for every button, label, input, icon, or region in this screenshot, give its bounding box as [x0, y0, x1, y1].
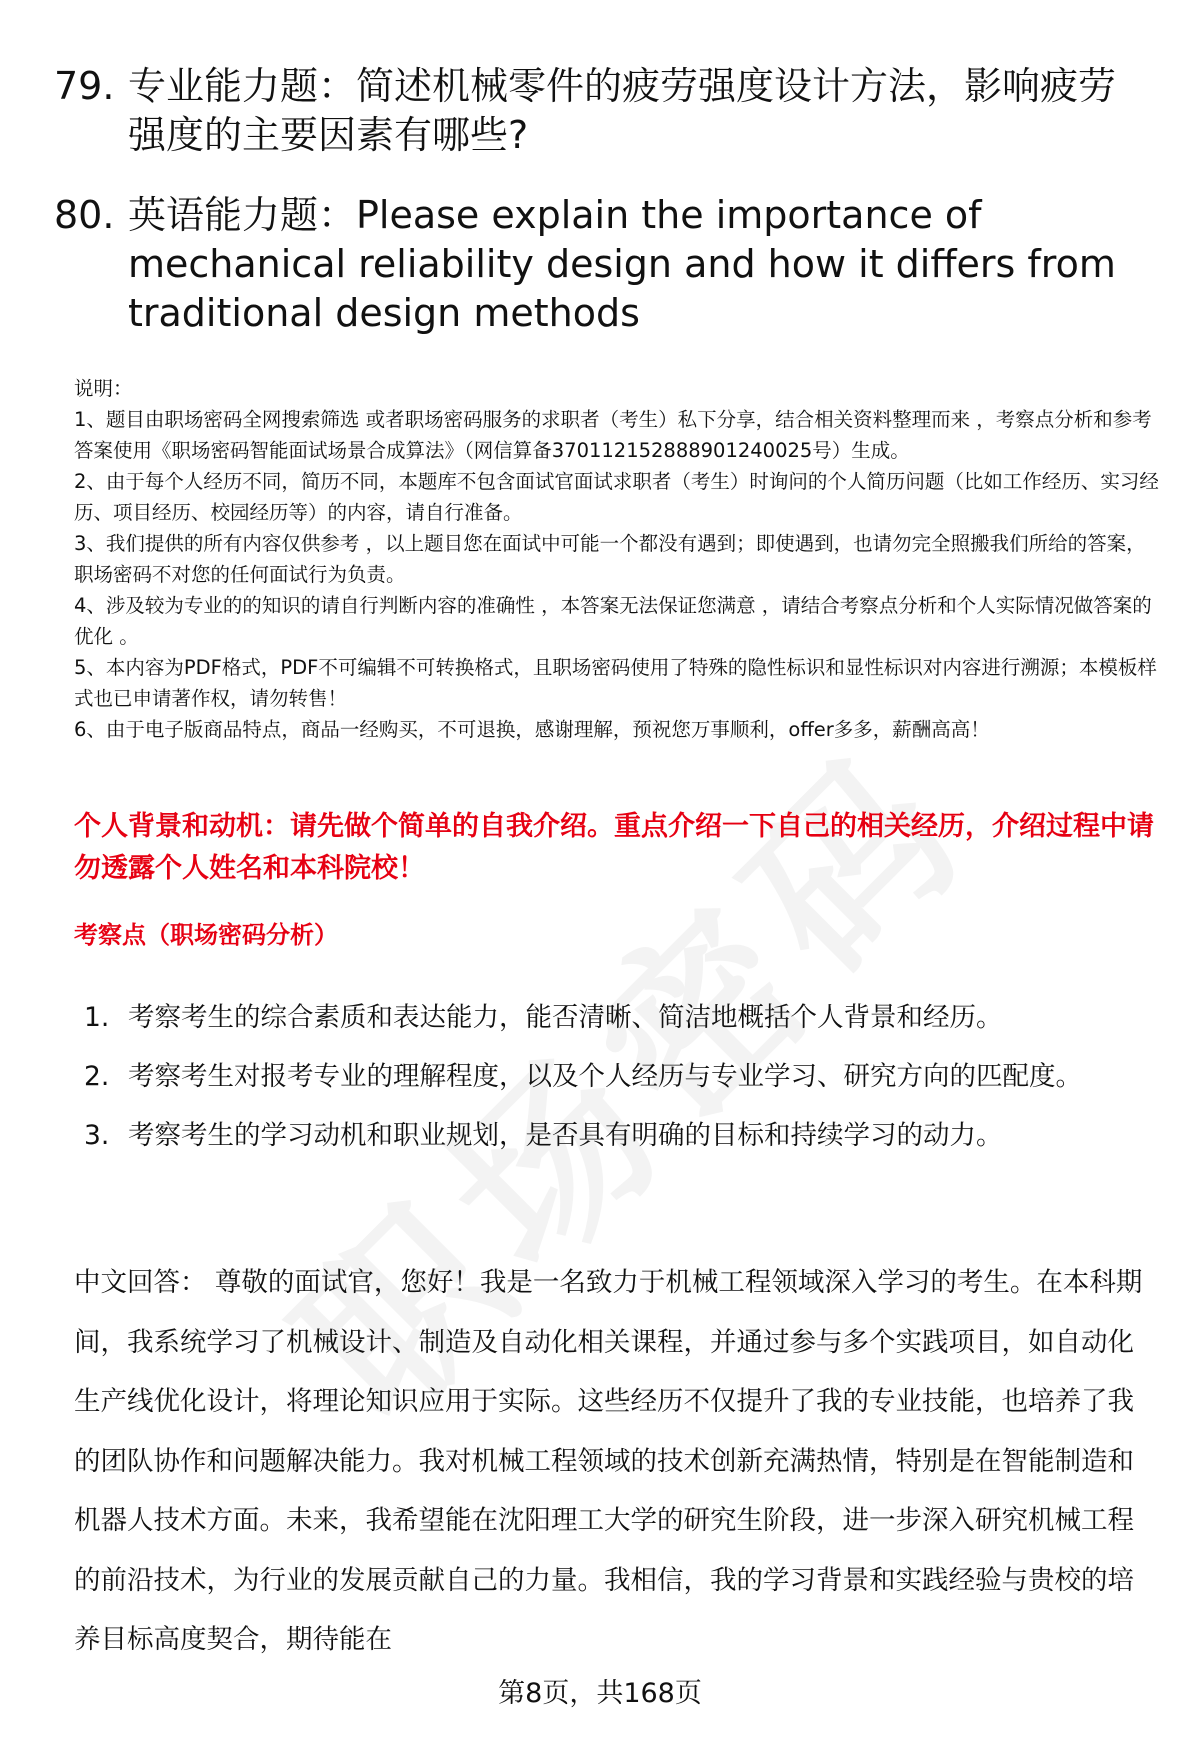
background-question-heading: 个人背景和动机：请先做个简单的自我介绍。重点介绍一下自己的相关经历，介绍过程中请勿透露个人姓名和本科院校！	[74, 811, 1154, 884]
notes-section	[74, 373, 1164, 745]
analysis-point	[84, 1047, 1144, 1106]
analysis-points-list	[84, 988, 1144, 1165]
point-text: 考察考生的综合素质和表达能力，能否清晰、简洁地概括个人背景和经历。	[128, 1002, 1003, 1033]
note-item: 5、本内容为PDF格式，PDF不可编辑不可转换格式，且职场密码使用了特殊的隐性标识和显性标识对内容进行溯源；本模板样式也已申请著作权，请勿转售！	[74, 656, 1157, 710]
point-text: 考察考生对报考专业的理解程度，以及个人经历与专业学习、研究方向的匹配度。	[128, 1061, 1082, 1092]
question-79	[54, 62, 1144, 160]
notes-title: 说明：	[74, 377, 133, 400]
question-80	[54, 191, 1144, 338]
question-number: 80.	[54, 193, 115, 237]
note-item: 1、题目由职场密码全网搜索筛选 或者职场密码服务的求职者（考生）私下分享，结合相关资料整理而来 ，考察点分析和参考答案使用《职场密码智能面试场景合成算法》（网信算备370112152888901240025号）生成。	[74, 408, 1152, 462]
point-number: 2.	[84, 1061, 110, 1092]
question-number: 79.	[54, 64, 115, 108]
point-number: 3.	[84, 1120, 110, 1151]
analysis-heading: 考察点（职场密码分析）	[74, 921, 338, 949]
question-text: 专业能力题：简述机械零件的疲劳强度设计方法，影响疲劳强度的主要因素有哪些?	[128, 64, 1117, 157]
page-number-footer: 第8页，共168页	[498, 1678, 702, 1709]
analysis-point	[84, 1106, 1144, 1165]
point-text: 考察考生的学习动机和职业规划，是否具有明确的目标和持续学习的动力。	[128, 1120, 1003, 1151]
note-item: 2、由于每个人经历不同，简历不同，本题库不包含面试官面试求职者（考生）时询问的个人简历问题（比如工作经历、实习经历、项目经历、校园经历等）的内容，请自行准备。	[74, 470, 1159, 524]
note-item: 3、我们提供的所有内容仅供参考 ，以上题目您在面试中可能一个都没有遇到；即使遇到，也请勿完全照搬我们所给的答案，职场密码不对您的任何面试行为负责。	[74, 532, 1146, 586]
chinese-answer: 中文回答： 尊敬的面试官，您好！我是一名致力于机械工程领域深入学习的考生。在本科期间，我系统学习了机械设计、制造及自动化相关课程，并通过参与多个实践项目，如自动化生产线优化设计，将理论知识应用于实际。这些经历不仅提升了我的专业技能，也培养了我的团队协作和问题解决能力。我对机械工程领域的技术创新充满热情，特别是在智能制造和机器人技术方面。未来，我希望能在沈阳理工大学的研究生阶段，进一步深入研究机械工程的前沿技术，为行业的发展贡献自己的力量。我相信，我的学习背景和实践经验与贵校的培养目标高度契合，期待能在	[74, 1267, 1143, 1655]
point-number: 1.	[84, 1002, 110, 1033]
question-text: 英语能力题：Please explain the importance of mechanical reliability design and how it differs from traditional design methods	[128, 193, 1116, 335]
note-item: 6、由于电子版商品特点，商品一经购买，不可退换，感谢理解，预祝您万事顺利，offer多多，薪酬高高！	[74, 718, 990, 741]
analysis-point	[84, 988, 1144, 1047]
note-item: 4、涉及较为专业的的知识的请自行判断内容的准确性 ，本答案无法保证您满意 ，请结合考察点分析和个人实际情况做答案的优化 。	[74, 594, 1152, 648]
